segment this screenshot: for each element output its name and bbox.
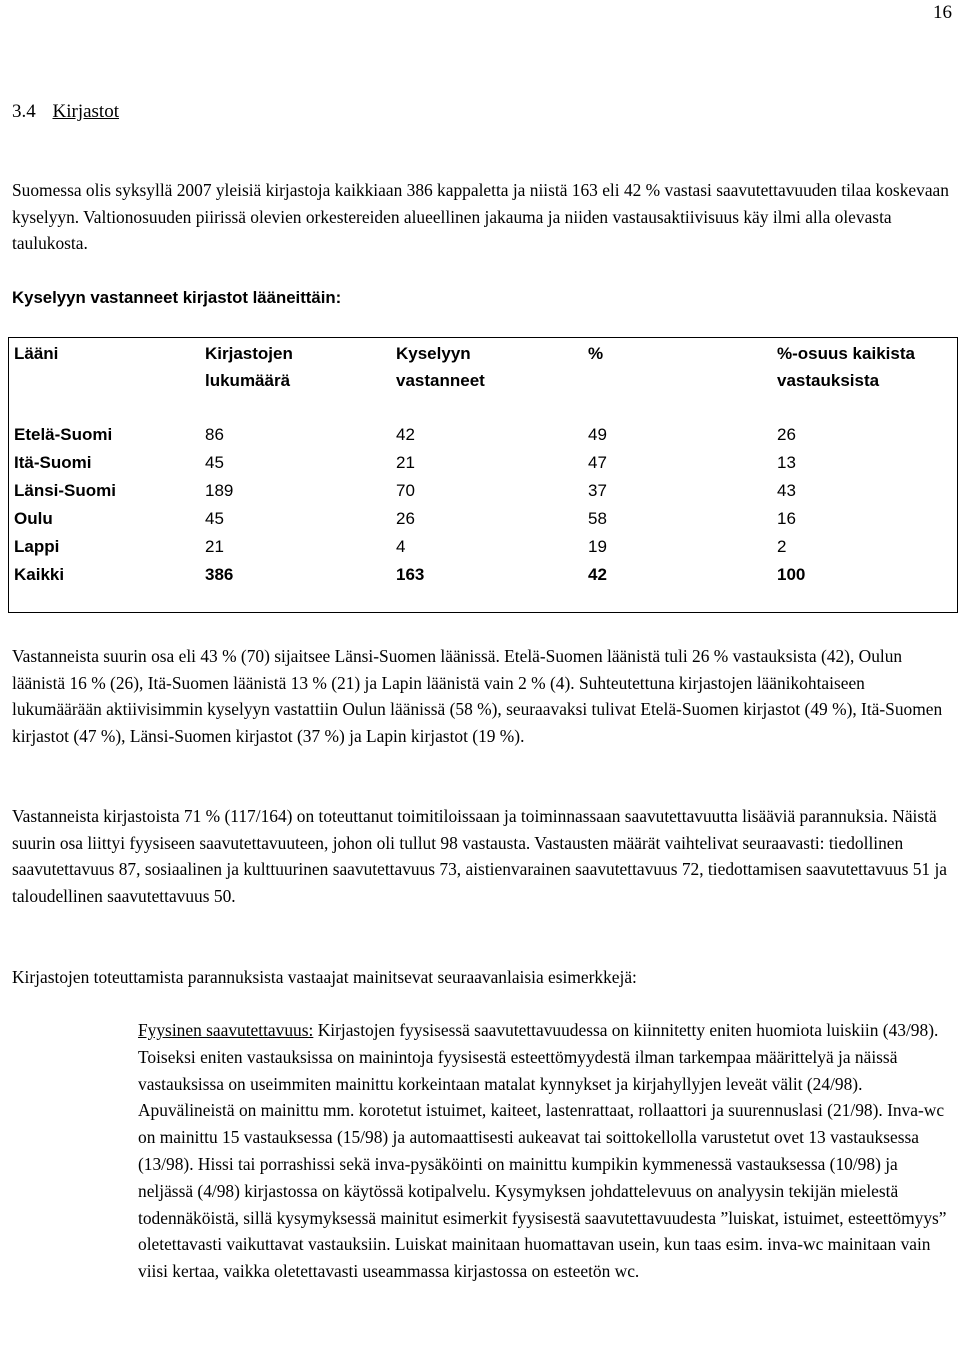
example-text: Kirjastojen fyysisessä saavutettavuudessa on kiinnitetty eniten huomiota luiskiin (43/98). Toiseksi eniten vastauksissa on mainintoja fyysisestä esteettömyydestä ilman tarkempaa määrittelyä ja näissä vastauksissa on useimmiten mainittu korkeintaan matalat kynnykset ja kirjahyllyjen leveät välit (24/98). Apuvälineistä on mainittu mm. korotetut istuimet, kaiteet, lastenrattaat, rollaattori ja suurennuslasi (21/98). Inva-wc on mainittu 15 vastauksessa (15/98) ja automaattisesti aukeavat tai soittokellolla varustetut ovet 13 vastauksessa (13/98). Hissi tai porrashissi sekä inva-pysäköinti on mainittu kumpikin kymmenessä vastauksessa (10/98) ja neljässä (4/98) kirjastossa on käytössä kotipalvelu. Kysymyksen johdattelevuus on analyysin tekijän mielestä todennäköistä, sillä kysymyksessä mainitut esimerkit fyysisestä saavutettavuudesta ”luiskat, istuimet, esteettömyys” oletettavasti vaikuttavat vastauksiin. Luiskat mainitaan huomattavan usein, kun taas esim. inva-wc mainitaan vain viisi kertaa, vaikka oletettavasti useammassa kirjastossa on esteetön wc. [138, 1020, 947, 1282]
responses-paragraph: Vastanneista suurin osa eli 43 % (70) sijaitsee Länsi-Suomen läänissä. Etelä-Suomen läänistä tuli 26 % vastauksista (42), Oulun läänistä 16 % (26), Itä-Suomen läänistä 13 % (21) ja Lapin läänistä vain 2 % (4). Suhteutettuna kirjastojen läänikohtaiseen lukumäärään aktiivisimmin kyselyyn vastattiin Oulun läänissä (58 %), seuraavaksi tulivat Etelä-Suomen kirjastot (49 %), Itä-Suomen kirjastot (47 %), Länsi-Suomen kirjastot (37 %) ja Lapin kirjastot (19 %). [12, 646, 943, 746]
table-cell: 58 [588, 509, 607, 528]
section-title: Kirjastot [52, 101, 119, 122]
header-cell: %-osuus kaikista vastauksista [777, 344, 915, 390]
table-cell: 386 [205, 565, 234, 584]
table-cell: 42 [396, 425, 415, 444]
example-label: Fyysinen saavutettavuus: [138, 1020, 314, 1040]
libraries-table [8, 337, 958, 613]
table-cell: 45 [205, 509, 224, 528]
intro-paragraph: Suomessa olis syksyllä 2007 yleisiä kirjastoja kaikkiaan 386 kappaletta ja niistä 163 eli 42 % vastasi saavutettavuuden tilaa koskevaan kyselyyn. Valtionosuuden piirissä olevien orkestereiden alueellinen jakauma ja niiden vastausaktiivisuus käy ilmi alla olevasta taulukosta. [12, 180, 949, 254]
table-cell: 4 [396, 537, 406, 556]
improvements-paragraph: Vastanneista kirjastoista 71 % (117/164) on toteuttanut toimitiloissaan ja toiminnassaan saavutettavuutta lisääviä parannuksia. Näistä suurin osa liittyi fyysiseen saavutettavuuteen, johon oli tullut 98 vastausta. Vastausten määrät vaihtelivat seuraavasti: tiedollinen saavutettavuus 87, sosiaalinen ja kulttuurinen saavutettavuus 73, aistienvarainen saavutettavuus 72, tiedottamisen saavutettavuus 51 ja taloudellinen saavutettavuus 50. [12, 806, 947, 906]
header-cell: Kirjastojen lukumäärä [205, 344, 293, 390]
table-cell: 2 [777, 537, 787, 556]
table-cell: 13 [777, 453, 796, 472]
table-cell: Etelä-Suomi [14, 425, 113, 444]
table-cell: 47 [588, 453, 607, 472]
examples-intro-paragraph: Kirjastojen toteuttamista parannuksista vastaajat mainitsevat seuraavanlaisia esimerkkejä: [12, 967, 637, 987]
table-cell: 42 [588, 565, 607, 584]
table-cell: Itä-Suomi [14, 453, 92, 472]
table-cell: 19 [588, 537, 607, 556]
section-number: 3.4 [12, 101, 36, 122]
table-cell: 70 [396, 481, 415, 500]
table-cell: 21 [205, 537, 224, 556]
table-cell: 26 [777, 425, 796, 444]
table-cell: 49 [588, 425, 607, 444]
table-cell: 16 [777, 509, 796, 528]
table-cell: 26 [396, 509, 415, 528]
table-caption: Kyselyyn vastanneet kirjastot lääneittäin: [12, 288, 342, 307]
table-cell: Lappi [14, 537, 60, 556]
table-cell: 45 [205, 453, 224, 472]
table-cell: 43 [777, 481, 796, 500]
table-cell: Länsi-Suomi [14, 481, 117, 500]
table-cell: Oulu [14, 509, 53, 528]
table-cell: 163 [396, 565, 425, 584]
header-cell: Kyselyyn vastanneet [396, 344, 485, 390]
section-heading [12, 99, 119, 125]
table-cell: 189 [205, 481, 234, 500]
header-cell: Lääni [14, 344, 59, 363]
header-cell: % [588, 344, 604, 363]
physical-accessibility-paragraph [138, 1017, 953, 1285]
table-cell: 21 [396, 453, 415, 472]
table-cell: 86 [205, 425, 224, 444]
page-number: 16 [933, 2, 952, 23]
table-cell: Kaikki [14, 565, 65, 584]
table-cell: 100 [777, 565, 806, 584]
table-cell: 37 [588, 481, 607, 500]
